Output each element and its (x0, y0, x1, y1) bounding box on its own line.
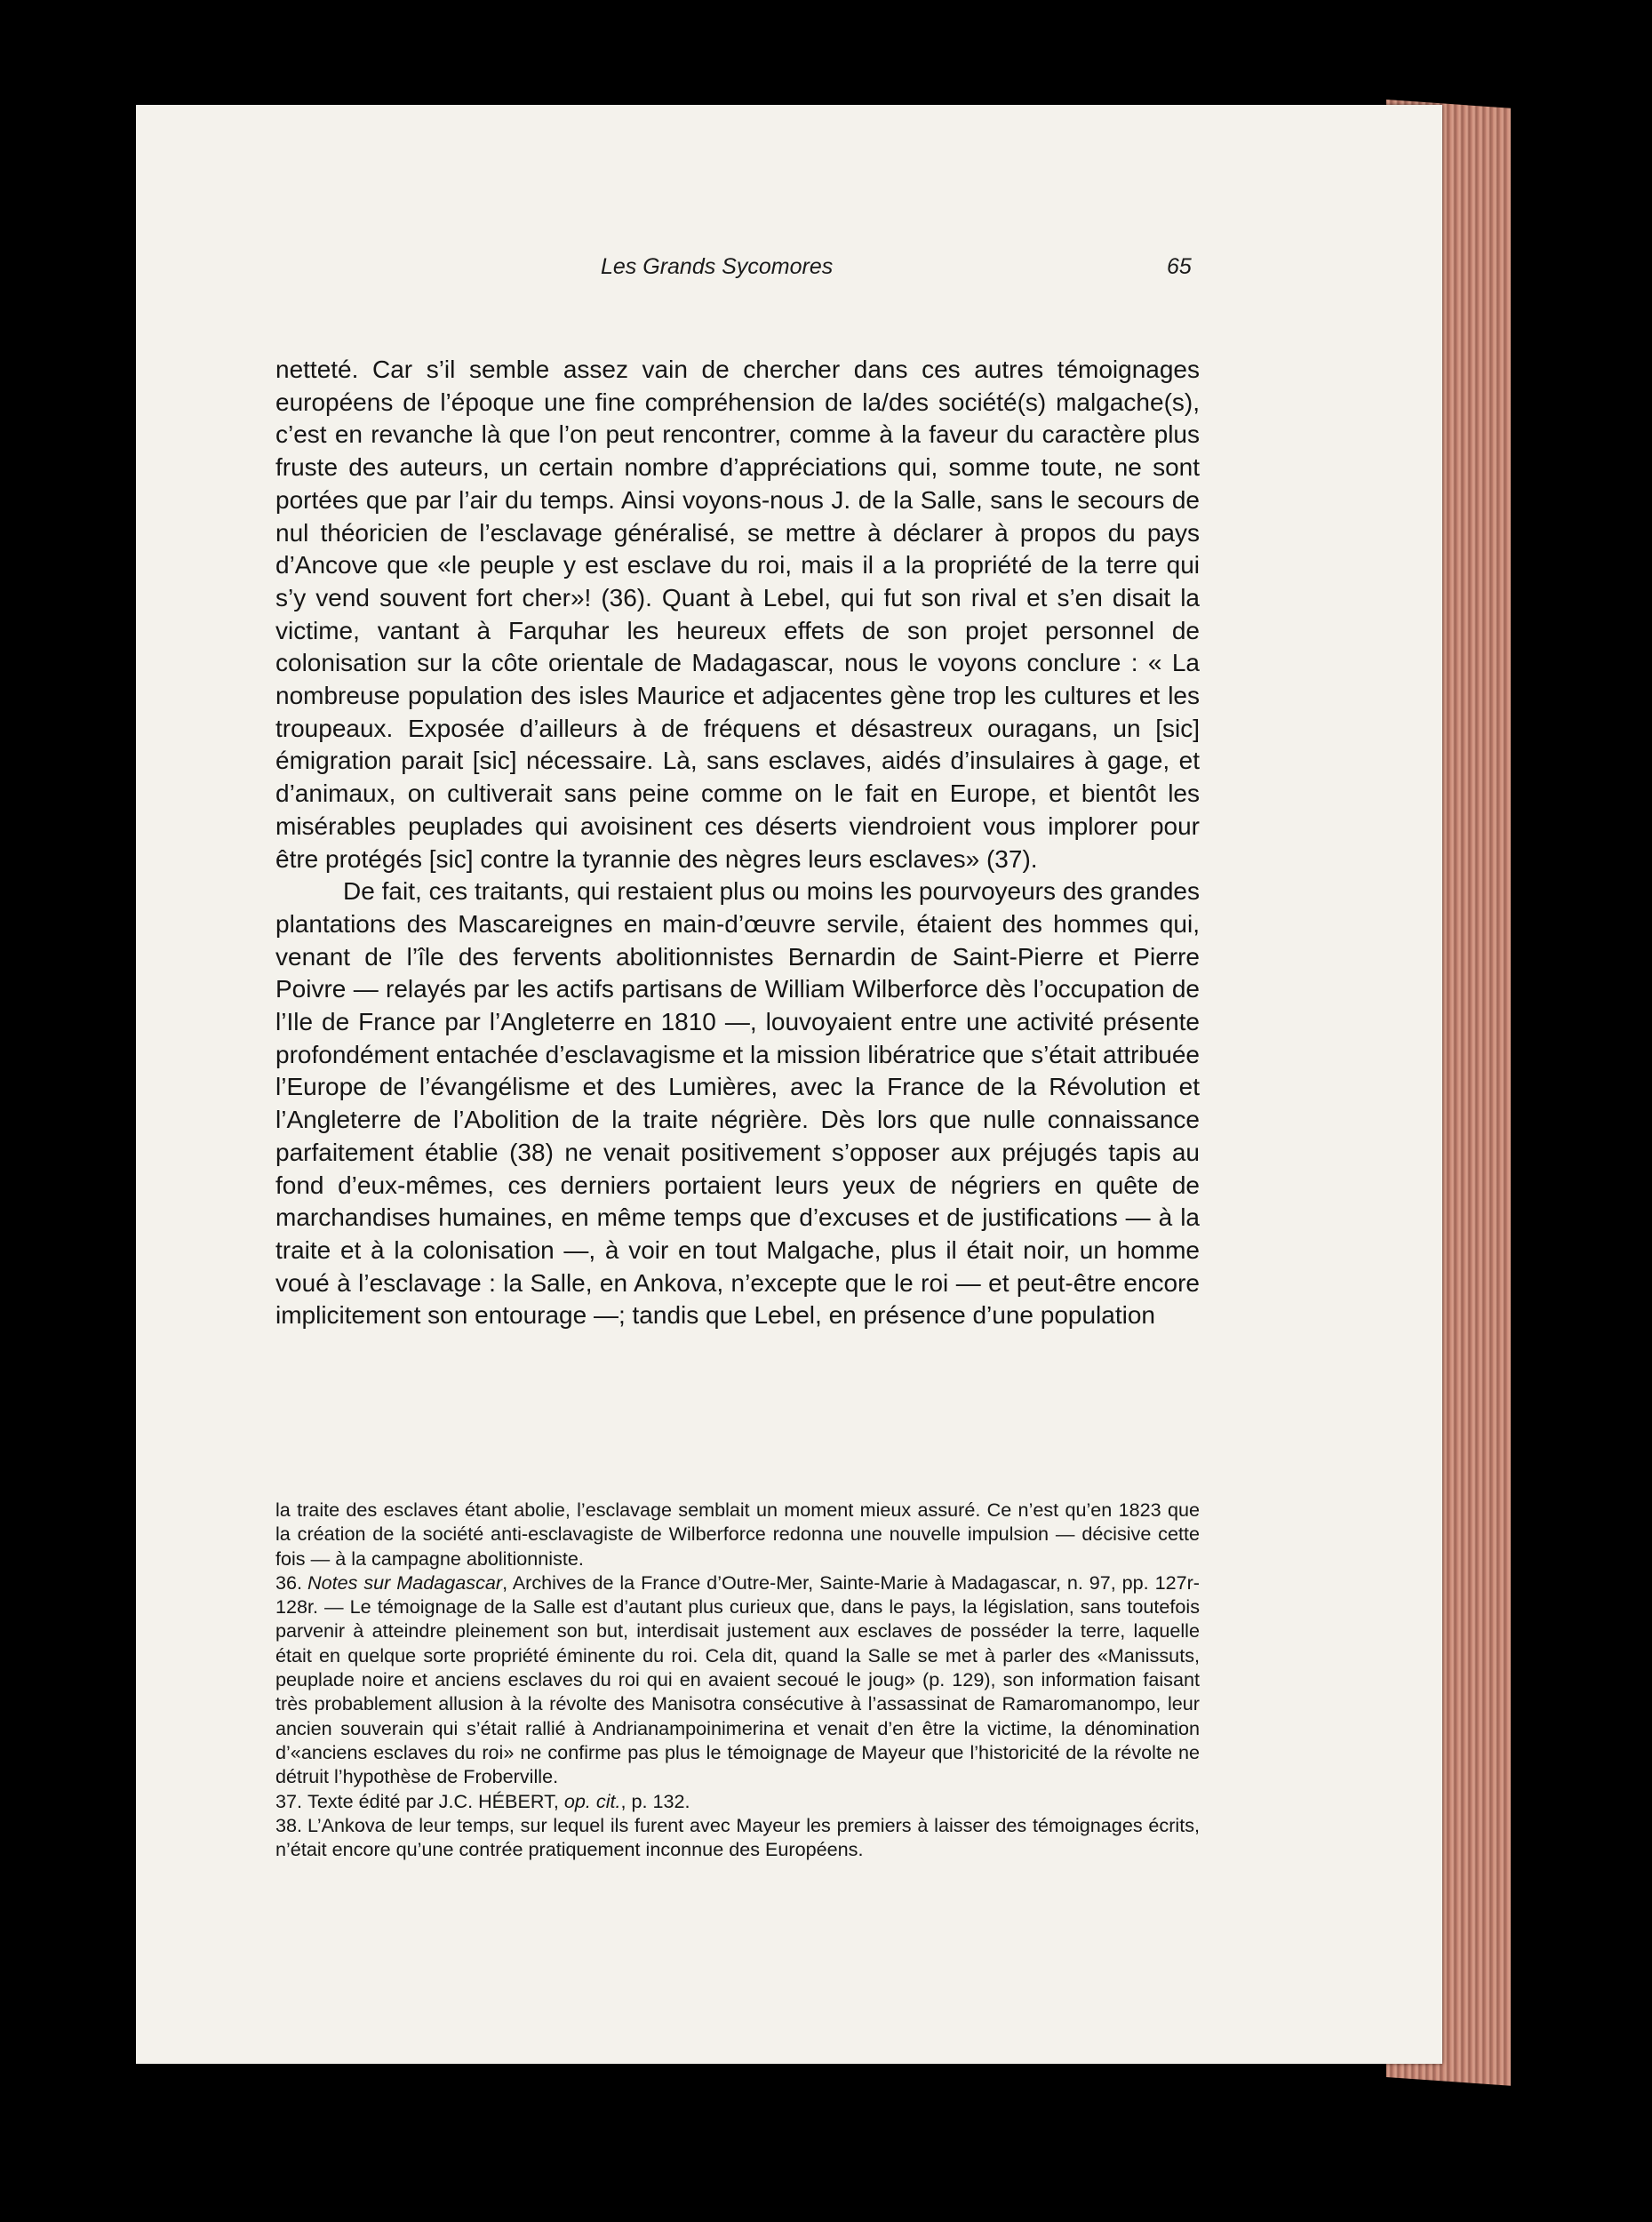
footnote-text: L’Ankova de leur temps, sur lequel ils furent avec Mayeur les premiers à laisser des témoignages écrits, n’était encore qu’une contrée pratiquement inconnue des Européens. (275, 1813, 1200, 1861)
footnote-continuation: la traite des esclaves étant abolie, l’esclavage semblait un moment mieux assuré. Ce n’est qu’en 1823 que la création de la société anti-esclavagiste de Wilberforce redonna une nouvelle impulsion — décisive cette fois — à la campagne abolitionniste. (275, 1499, 1200, 1570)
running-head (136, 254, 1442, 290)
footnote-text: Texte édité par J.C. HÉBERT, (307, 1789, 564, 1812)
body-text (275, 354, 1200, 1332)
book-page (136, 105, 1442, 2064)
body-paragraph: De fait, ces traitants, qui restaient plus ou moins les pourvoyeurs des grandes plantations des Mascareignes en main-d’œuvre servile, étaient des hommes qui, venant de l’île des fervents abolitionnistes Bernardin de Saint-Pierre et Pierre Poivre — relayés par les actifs partisans de William Wilberforce dès l’occupation de l’Ile de France par l’Angleterre en 1810 —, louvoyaient entre une activité présente profondément entachée d’esclavagisme et la mission libératrice que s’était attribuée l’Europe de l’évangélisme et des Lumières, avec la France de la Révolution et l’Angleterre de l’Abolition de la traite négrière. Dès lors que nulle connaissance parfaitement établie (38) ne venait positivement s’opposer aux préjugés tapis au fond d’eux-mêmes, ces derniers portaient leurs yeux de négriers en quête de marchandises humaines, en même temps que d’excuses et de justifications — à la traite et à la colonisation —, à voir en tout Malgache, plus il était noir, un homme voué à l’esclavage : la Salle, en Ankova, n’excepte que le roi — et peut-être encore implicitement son entourage —; tandis que Lebel, en présence d’une population (275, 877, 1200, 1330)
footnote-37 (275, 1789, 1200, 1813)
footnote-title: Notes sur Madagascar (307, 1571, 503, 1594)
footnotes (275, 1498, 1200, 1861)
footnote-number: 36. (275, 1571, 303, 1594)
page-number: 65 (1167, 254, 1192, 279)
footnote-text: , p. 132. (620, 1789, 690, 1812)
footnote-number: 37. (275, 1789, 303, 1812)
footnote-38 (275, 1813, 1200, 1862)
footnote-36 (275, 1571, 1200, 1789)
footnote-number: 38. (275, 1813, 303, 1836)
body-paragraph: netteté. Car s’il semble assez vain de chercher dans ces autres témoignages européens de l’époque une fine compréhension de la/des société(s) malgache(s), c’est en revanche là que l’on peut rencontrer, comme à la faveur du caractère plus fruste des auteurs, un certain nombre d’appréciations qui, somme toute, ne sont portées que par l’air du temps. Ainsi voyons-nous J. de la Salle, sans le secours de nul théoricien de l’esclavage généralisé, se mettre à déclarer à propos du pays d’Ancove que «le peuple y est esclave du roi, mais il a la propriété de la terre qui s’y vend souvent fort cher»! (36). Quant à Lebel, qui fut son rival et s’en disait la victime, vantant à Farquhar les heureux effets de son projet personnel de colonisation sur la côte orientale de Madagascar, nous le voyons conclure : « La nombreuse population des isles Maurice et adjacentes gène trop les cultures et les troupeaux. Exposée d’ailleurs à de fréquens et désastreux ouragans, un [sic] émigration parait [sic] nécessaire. Là, sans esclaves, aidés d’insulaires à gage, et d’animaux, on cultiverait sans peine comme on le fait en Europe, et bientôt les misérables peuplades qui avoisinent ces déserts viendroient vous implorer pour être protégés [sic] contre la tyrannie des nègres leurs esclaves» (37). (275, 356, 1200, 873)
footnote-title: op. cit. (563, 1789, 621, 1812)
running-head-title: Les Grands Sycomores (601, 254, 834, 279)
footnote-text: , Archives de la France d’Outre-Mer, Sainte-Marie à Madagascar, n. 97, pp. 127r-128r. — Le témoignage de la Salle est d’autant plus curieux que, dans le pays, la législation, sans toutefois parvenir à atteindre pleinement son but, interdisait justement aux esclaves de posséder la terre, laquelle était en quelque sorte propriété éminente du roi. Cela dit, quand la Salle se met à parler des «Manissuts, peuplade noire et anciens esclaves du roi qui en avaient secoué le joug» (p. 129), son information faisant très probablement allusion à la révolte des Manisotra consécutive à l’assassinat de Ramaromanompo, leur ancien souverain qui s’était rallié à Andrianampoinimerina et venait d’en être la victime, la dénomination d’«anciens esclaves du roi» ne confirme pas plus le témoignage de Mayeur que l’historicité de la révolte ne détruit l’hypothèse de Froberville. (275, 1571, 1200, 1788)
